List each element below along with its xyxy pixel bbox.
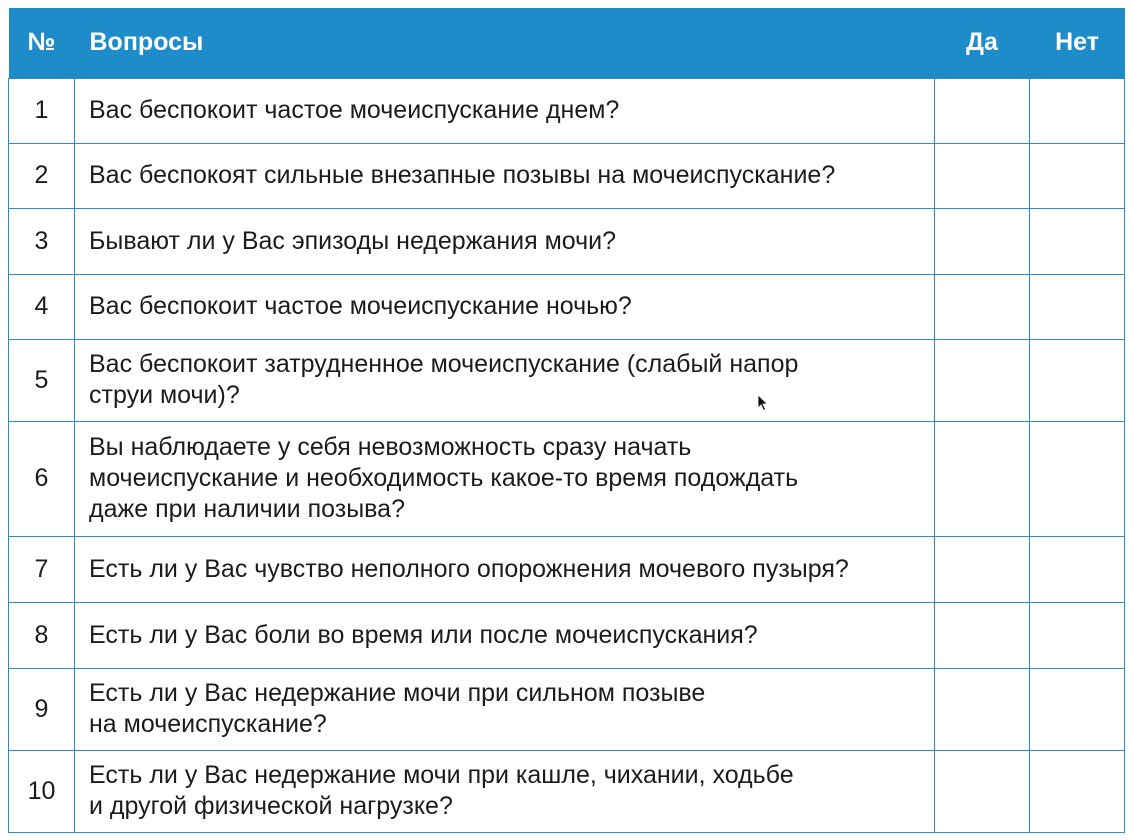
table-header-row [9,8,1125,78]
answer-no-cell[interactable] [1030,339,1125,421]
question-line: Есть ли у Вас чувство неполного опорожнения мочевого пузыря? [89,554,849,583]
mouse-cursor-icon [757,394,769,412]
header-number: № [27,28,56,57]
answer-yes-cell[interactable] [935,143,1030,208]
row-number: 10 [9,750,75,832]
header-questions: Вопросы [89,28,204,57]
question-line: Вас беспокоят сильные внезапные позывы на мочеиспускание? [89,161,836,189]
question-text [75,274,935,339]
row-number: 8 [9,602,75,668]
row-number: 5 [9,339,75,421]
answer-no-cell[interactable] [1030,602,1125,668]
table-row [9,78,1125,143]
answer-yes-cell[interactable] [935,421,1030,536]
question-text [75,208,935,274]
answer-yes-cell[interactable] [935,536,1030,602]
answer-yes-cell[interactable] [935,274,1030,339]
table-row [9,668,1125,750]
question-line: даже при наличии позыва? [89,495,405,523]
question-text [75,750,935,832]
question-text [75,78,935,143]
table-row [9,339,1125,421]
question-text [75,421,935,536]
question-line: Вас беспокоит частое мочеиспускание днем? [89,96,620,124]
question-text [75,602,935,668]
question-text [75,143,935,208]
answer-no-cell[interactable] [1030,208,1125,274]
question-line: Вас беспокоит затрудненное мочеиспускание (слабый напор [89,350,799,378]
question-line: Вы наблюдаете у себя невозможность сразу начать [89,433,692,461]
question-text [75,668,935,750]
table-row [9,602,1125,668]
answer-no-cell[interactable] [1030,668,1125,750]
row-number: 1 [9,78,75,143]
answer-no-cell[interactable] [1030,274,1125,339]
answer-yes-cell[interactable] [935,668,1030,750]
question-line: и другой физической нагрузке? [89,792,453,820]
answer-no-cell[interactable] [1030,421,1125,536]
answer-yes-cell[interactable] [935,750,1030,832]
question-line: Бывают ли у Вас эпизоды недержания мочи? [89,226,617,255]
table-row [9,536,1125,602]
answer-yes-cell[interactable] [935,208,1030,274]
row-number: 4 [9,274,75,339]
header-no: Нет [1055,28,1099,57]
row-number: 9 [9,668,75,750]
question-line: Есть ли у Вас недержание мочи при кашле, чихании, ходьбе [89,761,794,789]
question-line: на мочеиспускание? [89,710,327,738]
question-line: струи мочи)? [89,381,240,409]
answer-no-cell[interactable] [1030,750,1125,832]
header-yes: Да [966,28,998,57]
question-text [75,536,935,602]
answer-no-cell[interactable] [1030,78,1125,143]
answer-yes-cell[interactable] [935,339,1030,421]
question-line: Есть ли у Вас боли во время или после мочеиспускания? [89,620,758,649]
answer-yes-cell[interactable] [935,602,1030,668]
table-row [9,208,1125,274]
question-text [75,339,935,421]
row-number: 6 [9,421,75,536]
question-line: Есть ли у Вас недержание мочи при сильном позыве [89,679,706,707]
row-number: 2 [9,143,75,208]
table-row [9,143,1125,208]
table-row [9,274,1125,339]
questionnaire-table [8,8,1125,833]
row-number: 7 [9,536,75,602]
answer-no-cell[interactable] [1030,143,1125,208]
table-row [9,750,1125,832]
answer-no-cell[interactable] [1030,536,1125,602]
table-row [9,421,1125,536]
answer-yes-cell[interactable] [935,78,1030,143]
question-line: мочеиспускание и необходимость какое-то время подождать [89,464,799,492]
row-number: 3 [9,208,75,274]
question-line: Вас беспокоит частое мочеиспускание ночью? [89,292,632,320]
